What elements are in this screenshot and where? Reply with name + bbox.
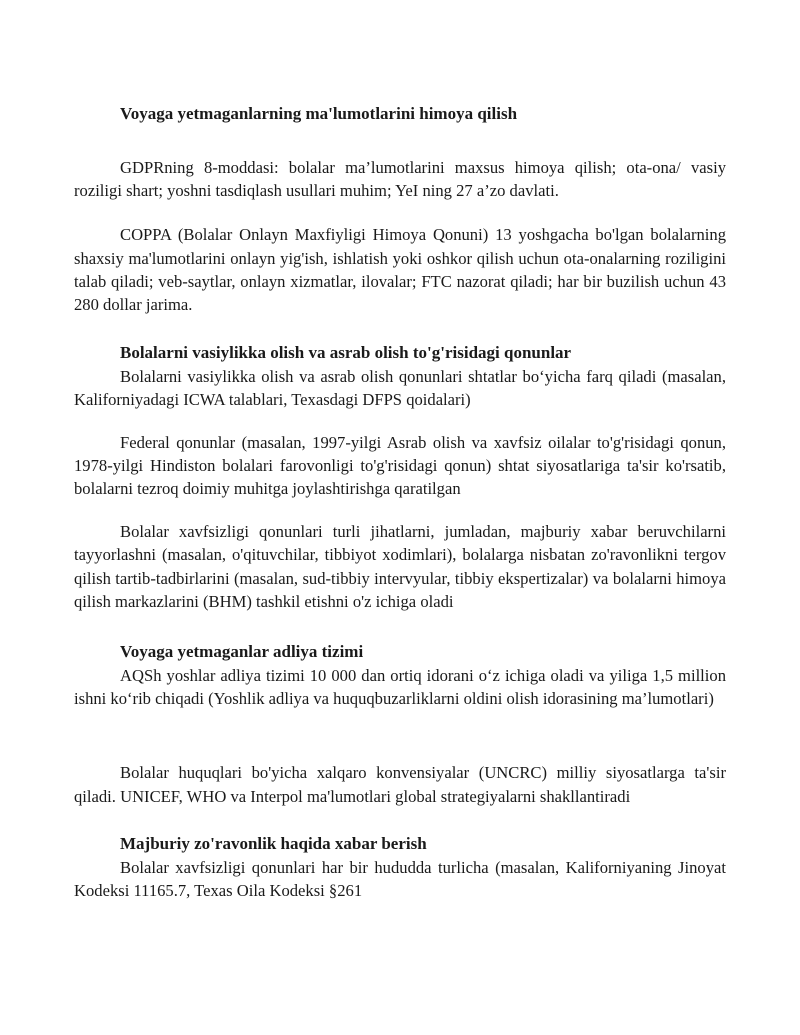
paragraph: Bolalar xavfsizligi qonunlari turli jihatlarni, jumladan, majburiy xabar beruvchilarni tayyorlashni (masalan, o'qituvchilar, tibbiyot xodimlari), bolalarga nisbatan zo'ravonlikni tergov qilish tartib-tadbirlarini (masalan, sud-tibbiy intervyular, tibbiy ekspertizalar) va bolalarni himoya qilish markazlarini (BHM) tashkil etishni o'z ichiga oladi	[74, 522, 726, 611]
paragraph: COPPA (Bolalar Onlayn Maxfiyligi Himoya Qonuni) 13 yoshgacha bo'lgan bolalarning shaxsiy ma'lumotlarini onlayn yig'ish, ishlatish yoki oshkor qilish uchun ota-onalarning roziligini talab qiladi; veb-saytlar, onlayn xizmatlar, ilovalar; FTC nazorat qiladi; har bir buzilish uchun 43 280 dollar jarima.	[74, 225, 726, 315]
paragraph: Bolalarni vasiylikka olish va asrab olish qonunlari shtatlar bo‘yicha farq qiladi (masalan, Kaliforniyadagi ICWA talablari, Texasdagi DFPS qoidalari)	[74, 367, 726, 410]
section-heading: Voyaga yetmaganlarning ma'lumotlarini himoya qilish	[120, 104, 518, 123]
section-heading: Voyaga yetmaganlar adliya tizimi	[120, 642, 364, 662]
paragraph: Federal qonunlar (masalan, 1997-yilgi Asrab olish va xavfsiz oilalar to'g'risidagi qonun, 1978-yilgi Hindiston bolalari farovonligi to'g'risidagi qonun) shtat siyosatlariga ta'sir ko'rsatib, bolalarni tezroq doimiy muhitga joylashtirishga qaratilgan	[74, 432, 726, 499]
paragraph: GDPRning 8-moddasi: bolalar ma’lumotlarini maxsus himoya qilish; ota-ona/ vasiy roziligi shart; yoshni tasdiqlash usullari muhim; YeI ning 27 a’zo davlati.	[74, 158, 726, 201]
section-heading: Majburiy zo'ravonlik haqida xabar berish	[120, 833, 427, 853]
paragraph: Bolalar huquqlari bo'yicha xalqaro konvensiyalar (UNCRC) milliy siyosatlarga ta'sir qiladi. UNICEF, WHO va Interpol ma'lumotlari global strategiyalarni shakllantiradi	[74, 763, 726, 806]
paragraph: Bolalar xavfsizligi qonunlari har bir hududda turlicha (masalan, Kaliforniyaning Jinoyat Kodeksi 11165.7, Texas Oila Kodeksi §261	[74, 857, 726, 901]
document-page	[74, 0, 726, 902]
section-heading: Bolalarni vasiylikka olish va asrab olish to'g'risidagi qonunlar	[120, 343, 572, 363]
paragraph: AQSh yoshlar adliya tizimi 10 000 dan ortiq idorani o‘z ichiga oladi va yiliga 1,5 million ishni ko‘rib chiqadi (Yoshlik adliya va huquqbuzarliklarni oldini olish idorasining ma’lumotlari)	[74, 666, 726, 709]
